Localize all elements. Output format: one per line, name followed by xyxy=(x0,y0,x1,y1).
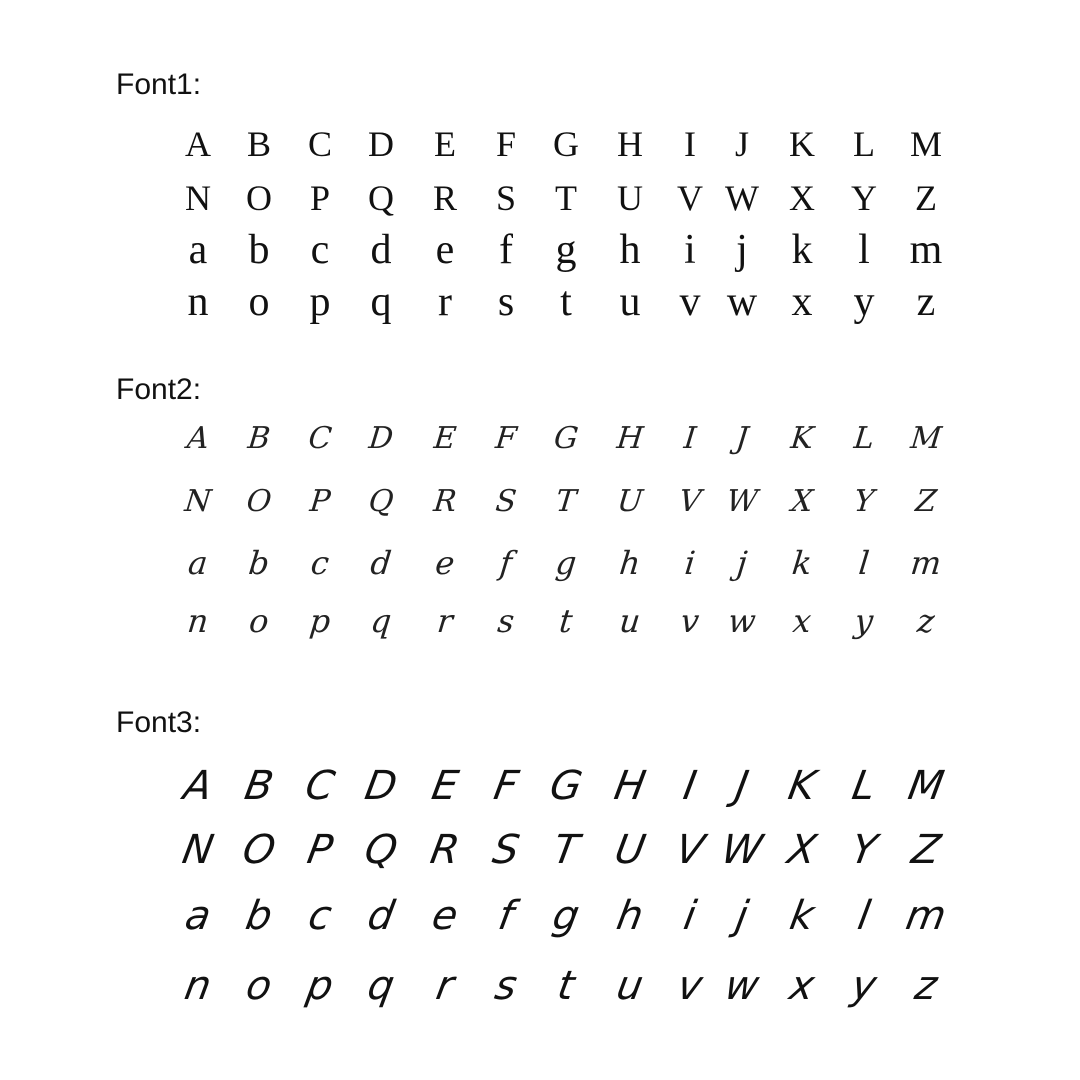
glyph-lower-7: g xyxy=(549,893,583,939)
glyph-upper-5: E xyxy=(434,124,456,164)
glyph-lower-9: i xyxy=(682,544,698,582)
glyph-lower-10: j xyxy=(735,544,749,582)
glyph-lower-20: t xyxy=(560,279,572,325)
glyph-lower-3: c xyxy=(304,893,336,939)
glyph-upper-20: T xyxy=(554,484,578,519)
glyph-upper-20: T xyxy=(549,827,583,873)
glyph-lower-2: b xyxy=(246,544,272,582)
glyph-upper-19: S xyxy=(489,827,523,873)
glyph-upper-5: E xyxy=(432,421,458,456)
glyph-lower-7: g xyxy=(553,544,579,582)
glyph-upper-14: N xyxy=(178,827,218,873)
glyph-upper-3: C xyxy=(307,124,332,164)
font2-upper-row-1 xyxy=(0,409,1080,469)
glyph-lower-17: q xyxy=(368,602,394,640)
glyph-lower-23: w xyxy=(726,279,758,325)
glyph-upper-21: U xyxy=(611,827,649,873)
glyph-lower-5: e xyxy=(435,227,455,273)
glyph-upper-1: A xyxy=(185,421,211,456)
glyph-upper-26: Z xyxy=(913,484,939,519)
glyph-upper-4: D xyxy=(368,124,394,164)
glyph-lower-4: d xyxy=(368,544,394,582)
font2-label: Font2: xyxy=(116,373,202,406)
glyph-upper-1: A xyxy=(185,124,211,164)
glyph-lower-20: t xyxy=(557,602,575,640)
glyph-lower-3: c xyxy=(310,227,330,273)
glyph-lower-11: k xyxy=(786,893,818,939)
glyph-lower-16: p xyxy=(307,602,333,640)
font3-lower-row-1 xyxy=(0,886,1080,946)
glyph-upper-21: U xyxy=(617,178,643,218)
glyph-upper-15: O xyxy=(239,827,279,873)
font1-lower-row-1 xyxy=(0,220,1080,280)
glyph-lower-19: s xyxy=(491,963,521,1009)
glyph-upper-22: V xyxy=(677,178,703,218)
glyph-lower-7: g xyxy=(555,227,577,273)
font1-label: Font1: xyxy=(116,68,202,101)
glyph-upper-6: F xyxy=(495,124,517,164)
font1-upper-row-2 xyxy=(0,168,1080,228)
glyph-upper-1: A xyxy=(180,763,216,809)
glyph-upper-25: Y xyxy=(852,484,876,519)
font1-lower-row-2 xyxy=(0,272,1080,332)
glyph-lower-11: k xyxy=(791,227,813,273)
glyph-upper-25: Y xyxy=(851,178,877,218)
glyph-upper-10: J xyxy=(734,124,749,164)
glyph-lower-14: n xyxy=(187,279,209,325)
font2-lower-row-2 xyxy=(0,591,1080,651)
glyph-lower-21: u xyxy=(617,602,643,640)
glyph-upper-23: W xyxy=(725,178,759,218)
glyph-upper-11: K xyxy=(784,763,820,809)
glyph-lower-4: d xyxy=(370,227,392,273)
glyph-upper-17: Q xyxy=(361,827,401,873)
glyph-upper-19: S xyxy=(495,178,517,218)
glyph-upper-18: R xyxy=(427,827,463,873)
font2-upper-row-2 xyxy=(0,472,1080,532)
glyph-upper-11: K xyxy=(788,421,816,456)
glyph-lower-8: h xyxy=(617,544,643,582)
glyph-lower-25: y xyxy=(848,963,880,1009)
glyph-lower-10: j xyxy=(736,227,748,273)
glyph-lower-22: v xyxy=(674,963,706,1009)
glyph-upper-24: X xyxy=(789,484,815,519)
glyph-upper-13: M xyxy=(904,763,948,809)
glyph-upper-23: W xyxy=(718,827,766,873)
glyph-lower-1: a xyxy=(181,893,215,939)
glyph-upper-23: W xyxy=(724,484,760,519)
font3-label: Font3: xyxy=(116,706,202,739)
glyph-lower-22: v xyxy=(678,602,702,640)
glyph-upper-26: Z xyxy=(915,178,937,218)
glyph-upper-14: N xyxy=(185,178,211,218)
glyph-lower-19: s xyxy=(497,279,515,325)
glyph-upper-22: V xyxy=(672,827,708,873)
glyph-lower-21: u xyxy=(619,279,641,325)
glyph-upper-17: Q xyxy=(366,484,396,519)
glyph-upper-10: J xyxy=(732,763,752,809)
glyph-lower-15: o xyxy=(242,963,276,1009)
glyph-lower-3: c xyxy=(309,544,331,582)
glyph-upper-9: I xyxy=(682,421,698,456)
glyph-upper-16: P xyxy=(309,178,331,218)
glyph-lower-13: m xyxy=(909,227,943,273)
glyph-lower-1: a xyxy=(188,227,208,273)
glyph-lower-24: x xyxy=(791,279,813,325)
glyph-upper-4: D xyxy=(367,421,395,456)
glyph-lower-17: q xyxy=(364,963,398,1009)
glyph-upper-12: L xyxy=(853,124,875,164)
glyph-lower-12: l xyxy=(854,893,874,939)
glyph-upper-12: L xyxy=(852,421,876,456)
glyph-lower-24: x xyxy=(790,602,814,640)
glyph-lower-23: w xyxy=(726,602,758,640)
glyph-upper-4: D xyxy=(361,763,401,809)
glyph-lower-15: o xyxy=(248,279,270,325)
glyph-lower-2: b xyxy=(242,893,276,939)
glyph-upper-8: H xyxy=(615,421,645,456)
glyph-upper-11: K xyxy=(789,124,815,164)
glyph-lower-16: p xyxy=(309,279,331,325)
glyph-upper-5: E xyxy=(428,763,462,809)
glyph-upper-24: X xyxy=(789,178,815,218)
font3-upper-row-1 xyxy=(0,756,1080,816)
glyph-lower-5: e xyxy=(428,893,462,939)
glyph-upper-13: M xyxy=(908,421,944,456)
glyph-lower-22: v xyxy=(679,279,701,325)
glyph-upper-20: T xyxy=(555,178,577,218)
glyph-upper-6: F xyxy=(490,763,522,809)
glyph-lower-23: w xyxy=(721,963,763,1009)
glyph-lower-20: t xyxy=(554,963,578,1009)
glyph-lower-17: q xyxy=(370,279,392,325)
glyph-upper-8: H xyxy=(617,124,643,164)
glyph-lower-8: h xyxy=(619,227,641,273)
glyph-lower-14: n xyxy=(181,963,215,1009)
glyph-upper-7: G xyxy=(546,763,586,809)
glyph-lower-21: u xyxy=(613,963,647,1009)
font3-upper-row-2 xyxy=(0,820,1080,880)
glyph-upper-15: O xyxy=(246,178,272,218)
glyph-upper-19: S xyxy=(493,484,519,519)
glyph-upper-9: I xyxy=(684,124,696,164)
glyph-upper-16: P xyxy=(308,484,332,519)
font1-upper-row-1 xyxy=(0,114,1080,174)
glyph-upper-7: G xyxy=(552,421,580,456)
glyph-upper-18: R xyxy=(432,178,457,218)
glyph-lower-9: i xyxy=(680,893,700,939)
glyph-lower-26: z xyxy=(915,602,937,640)
glyph-upper-3: C xyxy=(306,421,334,456)
glyph-upper-21: U xyxy=(615,484,645,519)
glyph-upper-15: O xyxy=(244,484,274,519)
glyph-upper-12: L xyxy=(848,763,880,809)
glyph-upper-14: N xyxy=(183,484,214,519)
glyph-upper-8: H xyxy=(610,763,650,809)
glyph-lower-25: y xyxy=(852,602,876,640)
glyph-upper-10: J xyxy=(734,421,750,456)
glyph-lower-26: z xyxy=(911,963,941,1009)
glyph-lower-25: y xyxy=(853,279,875,325)
glyph-upper-16: P xyxy=(303,827,337,873)
glyph-upper-2: B xyxy=(246,421,272,456)
glyph-lower-18: r xyxy=(438,279,452,325)
glyph-lower-10: j xyxy=(732,893,752,939)
glyph-lower-6: f xyxy=(498,544,514,582)
glyph-upper-25: Y xyxy=(847,827,881,873)
glyph-upper-7: G xyxy=(553,124,579,164)
glyph-lower-12: l xyxy=(856,544,872,582)
glyph-upper-24: X xyxy=(784,827,820,873)
glyph-lower-11: k xyxy=(790,544,814,582)
glyph-lower-26: z xyxy=(916,279,936,325)
glyph-lower-19: s xyxy=(495,602,517,640)
glyph-lower-24: x xyxy=(786,963,818,1009)
font3-lower-row-2 xyxy=(0,956,1080,1016)
glyph-upper-3: C xyxy=(301,763,339,809)
glyph-upper-26: Z xyxy=(908,827,944,873)
glyph-lower-6: f xyxy=(494,893,518,939)
glyph-lower-15: o xyxy=(247,602,271,640)
glyph-upper-2: B xyxy=(241,763,277,809)
glyph-upper-22: V xyxy=(677,484,703,519)
glyph-lower-2: b xyxy=(248,227,270,273)
font2-lower-row-1 xyxy=(0,533,1080,593)
glyph-lower-1: a xyxy=(186,544,210,582)
glyph-lower-16: p xyxy=(303,963,337,1009)
glyph-lower-13: m xyxy=(902,893,950,939)
glyph-upper-17: Q xyxy=(368,178,394,218)
glyph-lower-4: d xyxy=(364,893,398,939)
glyph-upper-2: B xyxy=(246,124,271,164)
glyph-lower-5: e xyxy=(433,544,457,582)
glyph-lower-9: i xyxy=(684,227,696,273)
glyph-lower-18: r xyxy=(435,602,455,640)
glyph-upper-6: F xyxy=(493,421,519,456)
glyph-lower-13: m xyxy=(908,544,944,582)
glyph-lower-18: r xyxy=(432,963,458,1009)
glyph-lower-14: n xyxy=(185,602,211,640)
glyph-lower-6: f xyxy=(499,227,513,273)
glyph-upper-9: I xyxy=(680,763,700,809)
glyph-upper-13: M xyxy=(909,124,942,164)
glyph-lower-12: l xyxy=(858,227,870,273)
glyph-lower-8: h xyxy=(613,893,647,939)
glyph-upper-18: R xyxy=(431,484,459,519)
